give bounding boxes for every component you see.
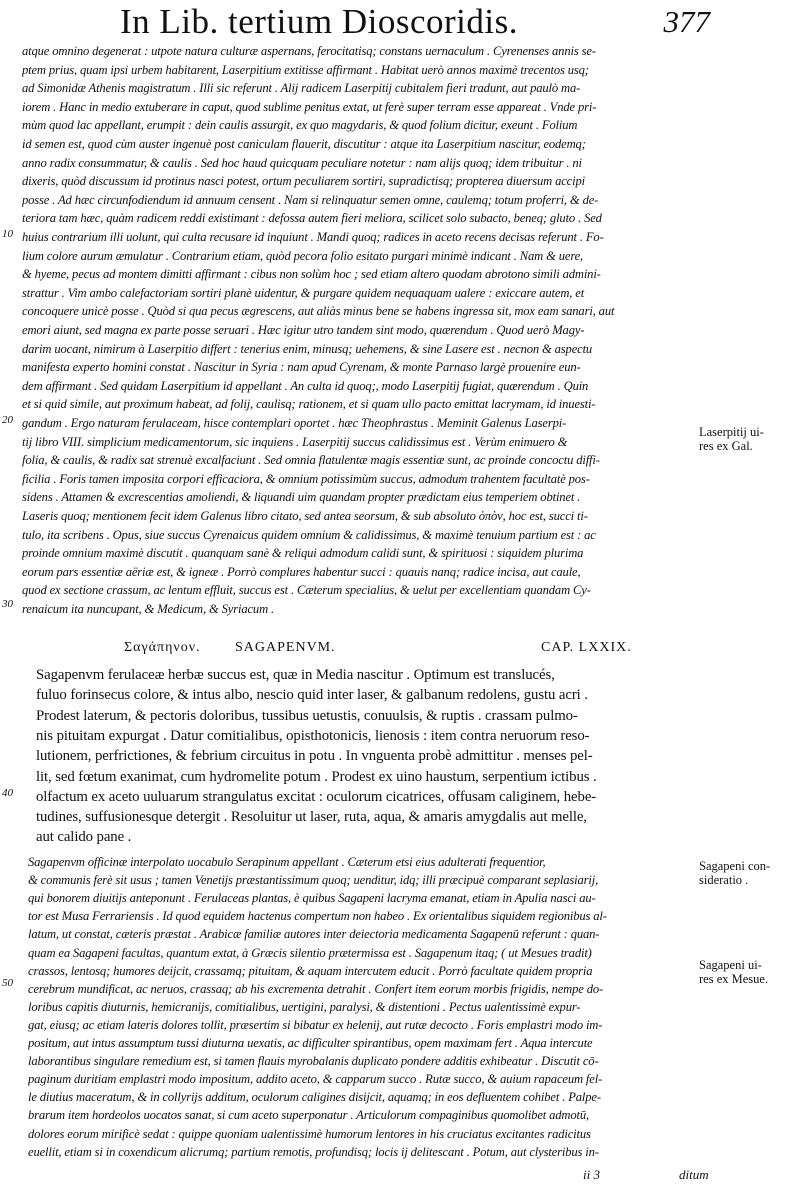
text-line: latum, ut constat, cæteris præstat . Arabicæ familiæ autores inter deiectoria medicamenta Sagapenū referunt : quan- <box>28 927 600 942</box>
margin-note-consideratio: Sagapeni con- sideratio . <box>699 859 771 887</box>
text-line: cerebrum mundificat, ac neruos, crassaq; ab his excrementa detrahit . Confert item eorum morbis frigidis, nempe do- <box>28 981 604 996</box>
text-line: iorem . Hanc in medio extuberare in caput, quod sublime penitus extat, ut ferè super terram esse appareat . Vnde pri- <box>22 99 597 114</box>
text-line: posse . Ad hæc circunfodiendum id annuum censent . Nam si relinquatur semen omne, caulemq; totum proferri, & de- <box>22 192 599 207</box>
text-line: brarum item hordeolos uocatos sanat, si cum aceto superponatur . Articulorum compaginibus quomolibet admotū, <box>28 1108 589 1123</box>
text-line: Sagapenvm ferulaceæ herbæ succus est, quæ in Media nascitur . Optimum est translucés, <box>36 667 555 683</box>
text-line: anno radix consummatur, & caulis . Sed hoc haud quicquam peculiare notetur : nam alijs quoq; idem tribuitur . ni <box>22 155 582 170</box>
line-number: 40 <box>2 787 13 799</box>
text-line: & communis ferè sit usus ; tamen Venetijs præstantissimum quoq; uenditur, idq; illi præcipuè comparant seplasiarij, <box>28 873 599 888</box>
text-line: dem affirmant . Sed quidam Laserpitium id appellant . An culta id quoq;, modo Laserpitij fugiat, quærendum . Quin <box>22 378 589 393</box>
text-line: teriora tam hæc, quàm radicem reddi existimant : defossa autem fieri meliora, scilicet solo subacto, beneq; gluto . Sed <box>22 211 602 226</box>
line-number: 20 <box>2 414 13 426</box>
line-number: 30 <box>2 598 13 610</box>
text-line: euellit, etiam si in coxendicum alicrumq; partium remotis, profundisq; locis ij delitescant . Potum, aut clysteribus in- <box>28 1144 599 1159</box>
text-line: et si quid simile, aut proximum habeat, ad folij, caulisq; rationem, et si quam ullo pacto emittat lacrymam, id inuesti- <box>22 397 596 412</box>
page-number: 377 <box>663 4 710 39</box>
text-line: sidens . Attamen & excrescentias amoliendi, & liquandi uim quandam propter prædictam eius temperiem obtinet . <box>22 490 581 505</box>
latin-heading: SAGAPENVM. <box>235 640 336 655</box>
text-line: fuluo forinsecus colore, & intus albo, nescio quid inter laser, & galbanum redolens, gustu acri . <box>36 687 588 704</box>
text-line: lium colore aurum æmulatur . Contrarium etiam, quòd pecora folio esitato purgari minimè indicant . Nam & uere, <box>22 248 584 263</box>
margin-note-mesue: Sagapeni ui- res ex Mesue. <box>699 958 769 986</box>
text-line: concoquere unicè posse . Quòd si qua pecus ægrescens, aut aliàs minus bene se habens ingressa sit, mox eam sanari, aut <box>22 304 615 319</box>
text-line: renaicum ita nuncupant, & Medicum, & Syriacum . <box>22 602 275 616</box>
text-line: manifesta experto homini constat . Nascitur in Syria : nam apud Cyrenam, & monte Parnaso largè prouenire eun- <box>22 360 581 375</box>
text-line: emori aiunt, sed magna ex parte posse seruari . Hæc igitur utro tandem sint modo, quærendum . Quod uerò Magy- <box>22 323 585 337</box>
text-line: proinde omnium maximè discutit . quanquam sanè & reliqui admodum calidi sunt, & spirituosi : siquidem plurima <box>22 546 584 561</box>
text-line: lutionem, perfrictiones, & febrium circuitus in potu . In vnguenta probè admittitur . menses pel- <box>36 748 593 765</box>
text-line: paginum duritiam emplastri modo impositum, addito aceto, & capparum succo . Rutæ succo, & auium rapaceum fel- <box>28 1072 603 1087</box>
text-line: Laseris quoq; mentionem fecit idem Galenus libro citato, sed antea seorsum, & sub absoluto ὀπὸν, hoc est, succi ti- <box>22 509 588 523</box>
text-line: gat, eiusq; ac etiam lateris dolores tollit, præsertim si bibatur ex helenij, aut rutæ decocto . Foris emplastri modo im- <box>28 1017 603 1032</box>
chapter-number: CAP. LXXIX. <box>541 640 632 655</box>
text-line: folia, & caulis, & radix sat strenuè excalfaciunt . Sed omnia flatulentæ magis essentiæ sunt, ac proinde concoctu diffi- <box>22 453 600 468</box>
text-line: tulo, ita scribens . Opus, siue succus Cyrenaicus quidem omnium & calidissimus, & maximè tenuium partium est : ac <box>22 527 596 542</box>
text-line: nis pituitam expurgat . Datur comitialibus, opisthotonicis, lienosis : item contra neruorum reso- <box>36 727 590 744</box>
text-line: dolores eorum mirificè sedat : quippe quoniam ualentissimè humorum lentores in his cruciatus excitantes radicitus <box>28 1126 591 1141</box>
margin-note-gal: Laserpitij ui- res ex Gal. <box>699 425 764 453</box>
text-line: laborantibus singulare remedium est, si tamen flauis myrobalanis duplicato pondere additis exhibeatur . Discutit cō- <box>28 1054 599 1069</box>
text-line: eorum pars essentiæ aëriæ est, & igneæ . Porrò complures habentur succi : quauis nanq; radice incisa, aut caule, <box>22 564 581 579</box>
text-line: atque omnino degenerat : utpote natura culturæ aspernans, ferocitatisq; constans uernaculum . Cyrenenses annis se- <box>22 44 596 58</box>
text-line: qui bonorem diuitijs anteponunt . Ferulaceas plantas, è quibus Sagapeni lacryma emanat, etiam in Apulia nasci au- <box>28 891 596 906</box>
text-line: dixeris, quòd discussum id protinus nasci potest, ortum peculiarem sortiri, supradictisq; propterea diuersum accipi <box>22 174 585 189</box>
line-number: 10 <box>2 228 13 240</box>
text-line: ficilia . Foris tamen imposita corpori efficaciora, & omnium potissimùm succus, admodum trahentem facultatè pos- <box>22 471 590 486</box>
text-line: darim uocant, nimirum à Laserpitio differt : tenerius enim, minusq; uehemens, & sine Lasere est . necnon & aspectu <box>22 341 593 356</box>
text-line: & hyeme, pecus ad montem dimitti affirmant : cibus non solùm hoc ; sed etiam altero quodam abrotono simili admini- <box>22 267 601 282</box>
text-line: quam ea Sagapeni facultas, quantum extat, à Græcis silentio prætermissa est . Sagapenum itaq; ( ut Mesues tradit) <box>28 945 592 960</box>
text-line: tudines, suffusionesque detergit . Resoluitur ut laser, ruta, aqua, & amaris amygdalis aut melle, <box>36 809 587 826</box>
signature-mark: ii 3 <box>583 1167 600 1182</box>
text-line: le diutius maceratum, & in collyrijs additum, oculorum caligines disijcit, aquamq; in eos defluentem cohibet . Palpe- <box>28 1090 601 1105</box>
text-line: ad Simonidæ Athenis magistratum . Illi sic referunt . Alij radicem Laserpitij cubitalem fieri tradunt, aut paulò ma- <box>22 81 581 96</box>
text-line: loribus capitis diuturnis, hemicranijs, comitialibus, uertigini, paralysi, & distentioni . Pectus ualentissimè expur- <box>28 999 581 1014</box>
text-line: tij libro VIII. simplicium medicamentorum, sic inquiens . Laserpitij succus calidissimus est . Verùm enimuero & <box>22 434 568 449</box>
text-line: olfactum ex aceto uuluarum strangulatus excitat : oculorum cicatrices, offusam caliginem, hebe- <box>36 788 597 805</box>
text-line: tor est Musa Ferrariensis . Id quod equidem hactenus compertum non habeo . Ex orientalibus siquidem regionibus al- <box>28 909 607 924</box>
text-line: gandum . Ergo naturam ferulaceam, hisce contemplari oportet . hæc Theophrastus . Meminit Galenus Laserpi- <box>22 416 567 430</box>
text-line: Sagapenvm officinæ interpolato uocabulo Serapinum appellant . Cæterum etsi eius adulterati frequentior, <box>28 855 546 869</box>
line-number: 50 <box>2 977 13 989</box>
running-title: In Lib. tertium Dioscoridis. <box>120 2 518 41</box>
text-line: quod ex sectione crassum, ac lentum effluit, succus est . Cæterum specialius, & uelut per excellentiam quandam Cy- <box>22 583 591 598</box>
catchword: ditum <box>679 1167 709 1182</box>
text-line: crassos, lentosq; humores deijcit, crassamq; pituitam, & aquam intercutem educit . Porrò facultate quidem propria <box>28 963 593 978</box>
text-line: id semen est, quod cùm auster ingenuè post caniculam flauerit, discutitur : atque ita Laserpitium nascitur, eodemq; <box>22 137 586 151</box>
text-line: mùm quod lac appellant, erumpit : dein caulis assurgit, ex quo magydaris, & quod folium dicitur, exeunt . Folium <box>22 118 578 133</box>
text-line: aut calido pane . <box>36 829 132 846</box>
text-line: huius contrarium illi uolunt, qui culta recusare id inquiunt . Mandi quoq; radices in aceto recens decisas referunt . Fo- <box>22 230 604 244</box>
text-line: positum, aut intus assumptum tussi diuturna uexatis, ac difficulter spirantibus, opem maximam fert . Aqua intercute <box>28 1036 593 1050</box>
text-line: strattur . Vim ambo calefactoriam sortiri planè uidentur, & purgare quidem nequaquam ualere : exiccare autem, et <box>22 285 585 300</box>
greek-heading: Σαγάπηνον. <box>124 640 201 655</box>
text-line: Prodest laterum, & pectoris doloribus, tussibus uetustis, conuulsis, & ruptis . crassam pulmo- <box>36 707 578 724</box>
page-header <box>110 2 710 42</box>
text-line: lit, sed fœtum exanimat, cum hydromelite potum . Prodest ex uino haustum, serpentium ictibus . <box>36 768 597 785</box>
text-line: ptem prius, quam ipsi urbem habitarent, Laserpitium extitisse affirmant . Habitat uerò annos maximè trecentos usq; <box>22 62 589 77</box>
